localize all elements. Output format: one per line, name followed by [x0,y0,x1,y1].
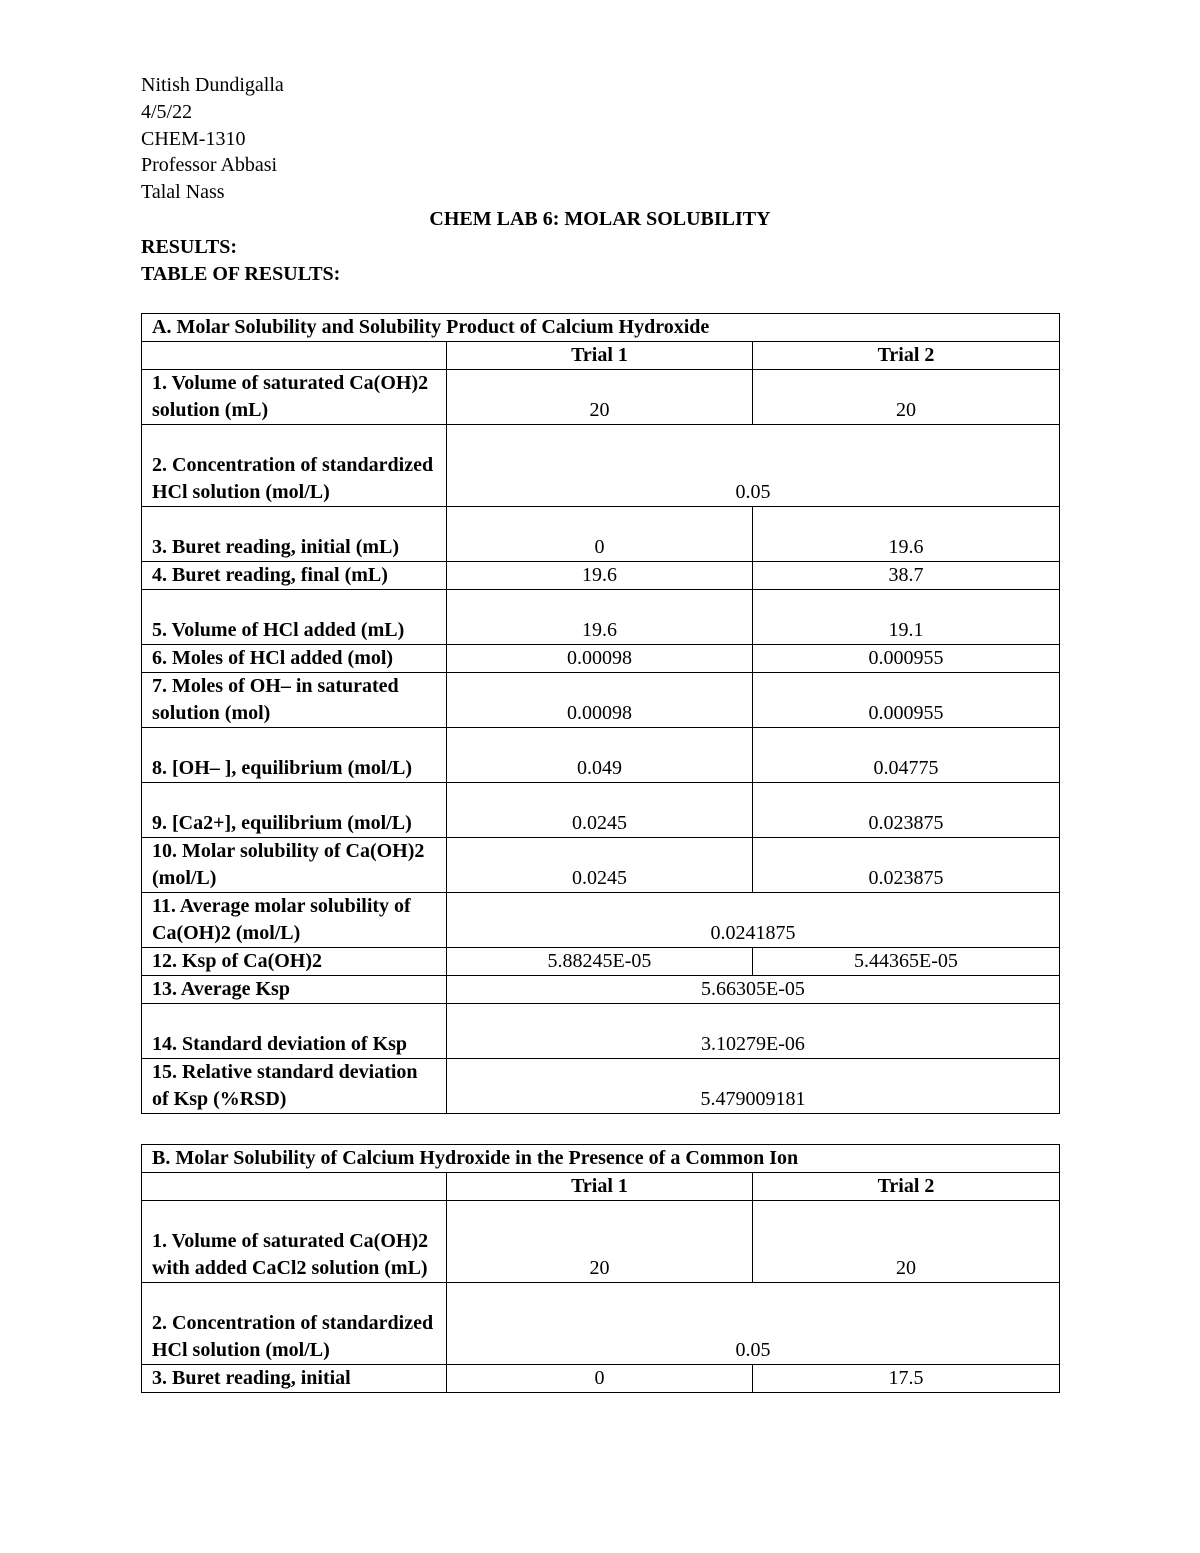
trial-2-value: 0.000955 [753,645,1060,673]
trial-1-value: 0 [447,1365,753,1393]
trial-1-value: 19.6 [447,590,753,645]
partner-name: Talal Nass [141,181,225,204]
table-row [142,783,1060,838]
trial-1-value: 0 [447,507,753,562]
row-label: 4. Buret reading, final (mL) [142,562,447,590]
trial-2-value: 19.6 [753,507,1060,562]
course-code: CHEM-1310 [141,127,246,150]
table-row [142,507,1060,562]
merged-value: 5.479009181 [447,1059,1060,1114]
merged-value: 0.05 [447,1283,1060,1365]
trial-1-value: 19.6 [447,562,753,590]
table-header-row [142,1173,1060,1201]
column-header-trial-1: Trial 1 [447,1173,753,1201]
merged-value: 0.05 [447,425,1060,507]
trial-2-value: 19.1 [753,590,1060,645]
trial-2-value: 0.023875 [753,838,1060,893]
results-table-a [141,313,1060,1114]
row-label: 12. Ksp of Ca(OH)2 [142,948,447,976]
document-title: CHEM LAB 6: MOLAR SOLUBILITY [429,208,771,230]
trial-1-value: 5.88245E-05 [447,948,753,976]
row-label: 13. Average Ksp [142,976,447,1004]
table-header-row [142,342,1060,370]
trial-1-value: 0.00098 [447,645,753,673]
trial-1-value: 0.0245 [447,783,753,838]
table-row [142,838,1060,893]
table-caption-row [142,314,1060,342]
section-headings [141,234,340,288]
column-header-trial-2: Trial 2 [753,1173,1060,1201]
trial-1-value: 20 [447,1201,753,1283]
row-label: 10. Molar solubility of Ca(OH)2 (mol/L) [142,838,447,893]
table-row [142,1283,1060,1365]
row-label: 3. Buret reading, initial (mL) [142,507,447,562]
column-header-trial-1: Trial 1 [447,342,753,370]
row-label: 14. Standard deviation of Ksp [142,1004,447,1059]
table-caption: B. Molar Solubility of Calcium Hydroxide in the Presence of a Common Ion [142,1145,1060,1173]
merged-value: 3.10279E-06 [447,1004,1060,1059]
trial-1-value: 0.0245 [447,838,753,893]
professor-name: Professor Abbasi [141,154,278,177]
merged-value: 5.66305E-05 [447,976,1060,1004]
table-row [142,1365,1060,1393]
table-row [142,976,1060,1004]
header-empty-cell [142,342,447,370]
row-label: 11. Average molar solubility of Ca(OH)2 (mol/L) [142,893,447,948]
row-label: 8. [OH– ], equilibrium (mol/L) [142,728,447,783]
row-label: 15. Relative standard deviation of Ksp (%RSD) [142,1059,447,1114]
row-label: 1. Volume of saturated Ca(OH)2 with added CaCl2 solution (mL) [142,1201,447,1283]
table-caption: A. Molar Solubility and Solubility Product of Calcium Hydroxide [142,314,1060,342]
trial-2-value: 20 [753,1201,1060,1283]
row-label: 2. Concentration of standardized HCl solution (mol/L) [142,1283,447,1365]
row-label: 9. [Ca2+], equilibrium (mol/L) [142,783,447,838]
table-row [142,1059,1060,1114]
table-row [142,590,1060,645]
table-caption-row [142,1145,1060,1173]
column-header-trial-2: Trial 2 [753,342,1060,370]
trial-2-value: 17.5 [753,1365,1060,1393]
date: 4/5/22 [141,100,193,123]
results-heading: RESULTS: [141,236,237,258]
trial-2-value: 0.04775 [753,728,1060,783]
header-empty-cell [142,1173,447,1201]
row-label: 7. Moles of OH– in saturated solution (mol) [142,673,447,728]
row-label: 2. Concentration of standardized HCl solution (mol/L) [142,425,447,507]
table-row [142,728,1060,783]
trial-2-value: 0.023875 [753,783,1060,838]
table-row [142,1201,1060,1283]
table-row [142,673,1060,728]
trial-2-value: 0.000955 [753,673,1060,728]
table-heading: TABLE OF RESULTS: [141,263,341,285]
trial-1-value: 0.00098 [447,673,753,728]
trial-2-value: 20 [753,370,1060,425]
table-row [142,1004,1060,1059]
trial-1-value: 0.049 [447,728,753,783]
table-row [142,893,1060,948]
trial-2-value: 5.44365E-05 [753,948,1060,976]
row-label: 1. Volume of saturated Ca(OH)2 solution (mL) [142,370,447,425]
trial-1-value: 20 [447,370,753,425]
table-row [142,425,1060,507]
table-row [142,370,1060,425]
results-table-b [141,1144,1060,1393]
merged-value: 0.0241875 [447,893,1060,948]
table-row [142,645,1060,673]
table-row [142,562,1060,590]
trial-2-value: 38.7 [753,562,1060,590]
row-label: 6. Moles of HCl added (mol) [142,645,447,673]
document-header [141,72,284,206]
student-name: Nitish Dundigalla [141,74,284,96]
table-row [142,948,1060,976]
row-label: 3. Buret reading, initial [142,1365,447,1393]
row-label: 5. Volume of HCl added (mL) [142,590,447,645]
